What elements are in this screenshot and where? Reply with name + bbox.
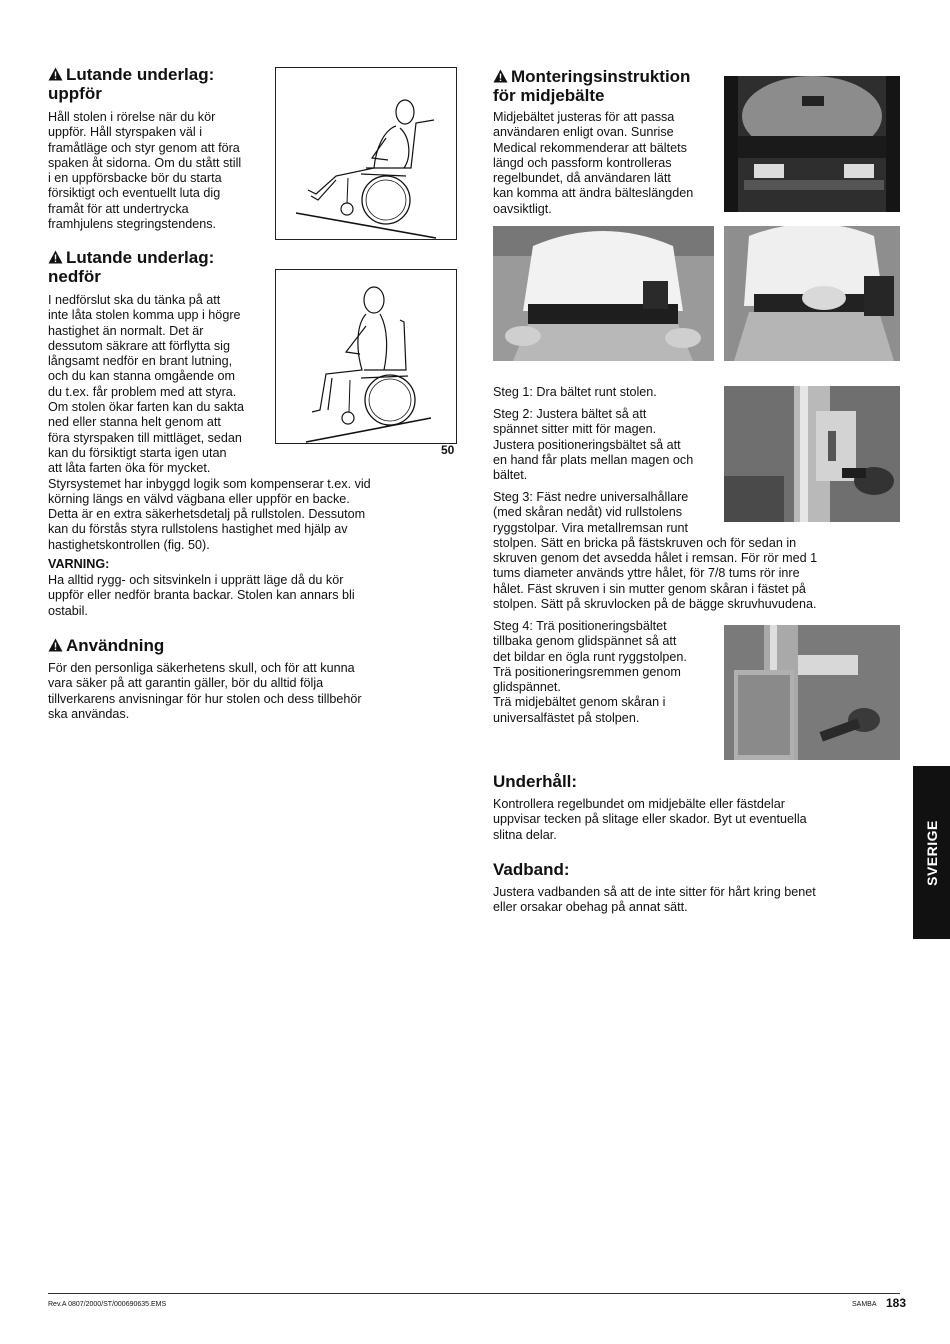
photo-step4-buckle bbox=[724, 625, 900, 760]
section-uphill-body bbox=[48, 110, 273, 232]
text-line: kan komma att ändra bälteslängden bbox=[493, 186, 694, 201]
text-line: universalfästet på stolpen. bbox=[493, 710, 640, 725]
text-line: Medical rekommenderar att bältets bbox=[493, 140, 687, 155]
text-line: vara säker på att garantin gäller, bör du alltid följa bbox=[48, 676, 324, 691]
section-uphill-heading bbox=[48, 65, 214, 103]
page-number: 183 bbox=[886, 1296, 907, 1310]
text-line: regelbundet, då användaren lätt bbox=[493, 171, 671, 186]
photo-step2 bbox=[724, 226, 900, 361]
text-line: skruven genom det avsedda hålet i remsan. För rör med 1 bbox=[493, 551, 818, 566]
text-line: du t.ex. får problem med att styra. bbox=[48, 384, 237, 399]
text-line: föra styrspaken till mittläget, sedan bbox=[48, 430, 242, 445]
section-maintenance-body bbox=[493, 797, 863, 843]
text-line: Steg 4: Trä positioneringsbältet bbox=[493, 619, 667, 633]
text-line: hastighetskontrollen (fig. 50). bbox=[48, 537, 210, 552]
section-maintenance-heading: Underhåll: bbox=[493, 772, 578, 791]
warning-icon bbox=[493, 69, 508, 83]
text-line: spaken åt sidorna. Om du stått still bbox=[48, 155, 242, 170]
text-line: dessutom säkrare att förflytta sig bbox=[48, 338, 230, 353]
text-line: ostabil. bbox=[48, 603, 88, 618]
text-line: spännet sitter mitt för magen. bbox=[493, 422, 657, 437]
step-2-text bbox=[493, 407, 721, 483]
section-belt-body bbox=[493, 110, 718, 217]
heading-line-2: uppför bbox=[48, 84, 102, 103]
uphill-illustration bbox=[275, 67, 457, 240]
text-line: ska användas. bbox=[48, 706, 130, 721]
warning-icon bbox=[48, 638, 63, 652]
text-line: i en uppförsbacke bör du starta bbox=[48, 171, 222, 186]
text-line: ryggstolpar. Vira metallremsan runt bbox=[493, 520, 689, 535]
warning-icon bbox=[48, 250, 63, 264]
section-usage-body bbox=[48, 661, 418, 722]
text-line: Midjebältet justeras för att passa bbox=[493, 110, 675, 124]
text-line: Steg 2: Justera bältet så att bbox=[493, 407, 647, 421]
text-line: försiktigt och eventuellt luta dig bbox=[48, 186, 221, 201]
text-line: eller orsakar obehag på annat sätt. bbox=[493, 900, 688, 915]
text-line: framåtläge och styr genom att föra bbox=[48, 140, 240, 155]
text-line: glidspännet. bbox=[493, 680, 561, 695]
footer-brand: SAMBA bbox=[852, 1301, 877, 1308]
downhill-illustration bbox=[275, 269, 457, 444]
heading-line-2: nedför bbox=[48, 267, 101, 286]
text-line: stolpen. Sätt på skruvlocken på de bägge skruvhuvudena. bbox=[493, 597, 817, 612]
text-line: Trä midjebältet genom skåran i bbox=[493, 695, 666, 710]
text-line: uppvisar tecken på slitage eller skador. Byt ut eventuella bbox=[493, 812, 807, 827]
heading-text: Användning bbox=[66, 636, 165, 655]
text-line: kan du försiktigt starta igen utan bbox=[48, 445, 227, 460]
text-line: tillverkarens anvisningar för hur stolen och dess tillbehör bbox=[48, 691, 362, 706]
wheelchair-uphill-drawing bbox=[276, 68, 456, 239]
text-line: hastighet än normalt. Det är bbox=[48, 323, 204, 338]
text-line: Justera vadbanden så att de inte sitter för hårt kring benet bbox=[493, 885, 816, 899]
heading-line-1: Monteringsinstruktion bbox=[511, 67, 691, 86]
text-line: uppför eller nedför branta backar. Stolen kan annars bli bbox=[48, 588, 355, 603]
text-line: Kontrollera regelbundet om midjebälte eller fästdelar bbox=[493, 797, 785, 811]
text-line: (med skåran nedåt) vid rullstolens bbox=[493, 505, 682, 520]
text-line: ned eller stanna helt genom att bbox=[48, 415, 221, 430]
step-1-text bbox=[493, 385, 657, 400]
warning-body bbox=[48, 573, 418, 619]
text-line: längd och passform kontrolleras bbox=[493, 155, 672, 170]
text-line: Detta är en extra säkerhetsdetalj på rullstolen. Dessutom bbox=[48, 507, 366, 522]
text-line: bältet. bbox=[493, 468, 528, 483]
footer-revision: Rev.A 0807/2000/ST/000690635.EMS bbox=[48, 1301, 167, 1308]
text-line: körning längs en välvd vägbana eller uppför en backe. bbox=[48, 491, 350, 506]
text-line: tillbaka genom glidspännet så att bbox=[493, 634, 677, 649]
language-tab-label: SVERIGE bbox=[923, 819, 940, 886]
text-line: kan du förstås styra rullstolens hastighet med hjälp av bbox=[48, 522, 348, 537]
text-line: Justera positioneringsbältet så att bbox=[493, 437, 681, 452]
text-line: Steg 3: Fäst nedre universalhållare bbox=[493, 490, 689, 504]
text-line: oavsiktligt. bbox=[493, 201, 552, 216]
step-4-text bbox=[493, 619, 721, 726]
text-line: att låta farten öka för mycket. bbox=[48, 461, 211, 476]
wheelchair-downhill-drawing bbox=[276, 270, 456, 443]
language-tab bbox=[913, 766, 950, 939]
text-line: Steg 1: Dra bältet runt stolen. bbox=[493, 385, 657, 399]
figure-number: 50 bbox=[441, 443, 455, 457]
section-usage-heading bbox=[48, 636, 164, 655]
section-calf-heading: Vadband: bbox=[493, 860, 570, 879]
text-line: inte låta stolen komma upp i högre bbox=[48, 308, 241, 323]
photo-step1 bbox=[493, 226, 714, 361]
heading-line-1: Lutande underlag: bbox=[66, 65, 215, 84]
text-line: tums diameter används yttre hålet, för 7/8 tums rör inre bbox=[493, 566, 800, 581]
text-line: framhjulens stegringstendens. bbox=[48, 217, 217, 232]
heading-line-2: för midjebälte bbox=[493, 86, 605, 105]
text-line: slitna delar. bbox=[493, 827, 557, 842]
section-calf-body bbox=[493, 885, 863, 916]
text-line: framåt för att undertrycka bbox=[48, 201, 189, 216]
text-line: en hand får plats mellan magen och bbox=[493, 452, 694, 467]
text-line: stolpen. Sätt en bricka på fästskruven och för sedan in bbox=[493, 535, 797, 550]
photo-belt-on-chair bbox=[724, 76, 900, 212]
text-line: uppför. Håll styrspaken väl i bbox=[48, 125, 202, 140]
text-line: Håll stolen i rörelse när du kör bbox=[48, 110, 216, 124]
text-line: och du kan stanna omgående om bbox=[48, 369, 235, 384]
text-line: användaren enligt ovan. Sunrise bbox=[493, 125, 674, 140]
text-line: Ha alltid rygg- och sitsvinkeln i upprätt läge då du kör bbox=[48, 573, 344, 587]
footer-divider bbox=[48, 1293, 900, 1294]
warning-icon bbox=[48, 67, 63, 81]
section-downhill-heading bbox=[48, 248, 214, 286]
text-line: det bildar en ögla runt ryggstolpen. bbox=[493, 649, 687, 664]
text-line: I nedförslut ska du tänka på att bbox=[48, 293, 221, 307]
step-3-text bbox=[493, 490, 863, 612]
text-line: hålet. Fäst skruven i sin mutter genom skåran i fästet på bbox=[493, 581, 806, 596]
text-line: För den personliga säkerhetens skull, och för att kunna bbox=[48, 661, 355, 675]
text-line: Om stolen ökar farten kan du sakta bbox=[48, 400, 245, 415]
section-belt-heading bbox=[493, 67, 690, 105]
text-line: långsamt nedför en brant lutning, bbox=[48, 354, 233, 369]
text-line: Trä positioneringsremmen genom bbox=[493, 664, 681, 679]
text-line: Styrsystemet har inbyggd logik som kompenserar t.ex. vid bbox=[48, 476, 371, 491]
heading-line-1: Lutande underlag: bbox=[66, 248, 215, 267]
warning-label: VARNING: bbox=[48, 557, 110, 571]
